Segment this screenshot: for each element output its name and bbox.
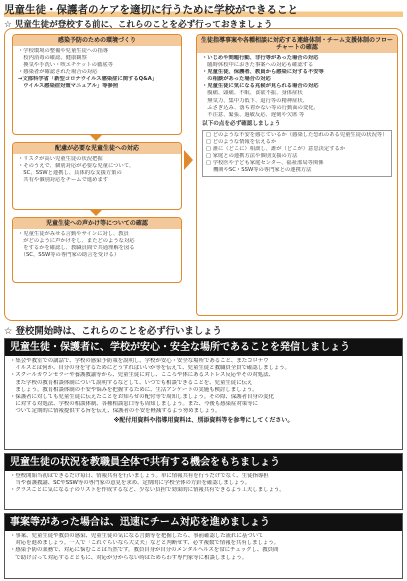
page-title: 児童生徒・保護者のケアを適切に行うために学校ができること (4, 2, 403, 18)
check-item: □ どのような情報を伝えるか (206, 139, 277, 146)
check-sub-heading: 以下の点を必ず確認しましょう (202, 120, 281, 127)
flow-item: ・児童生徒に気になる兆候が見られる場合の対応 (202, 83, 319, 90)
infection-item: 換気や手洗い・咳エチケットの徹底等 (18, 62, 113, 69)
voice-check-header: 児童生徒への声かけ等についての確認 (13, 218, 181, 229)
block2-item: 当や養護教諭、SCやSSW等の専門家の意見を求め、定期的に学校全体の方針を確認しましょう。 (10, 480, 251, 487)
special-care-box (12, 142, 182, 210)
care-item: SC、SSWと連携し、具体的な支援方策の (18, 170, 122, 177)
safety-message-header: 児童生徒・保護者に、学校が安心・安全な場所であることを発信しましょう (5, 339, 402, 356)
safety-message-block (4, 338, 403, 450)
flow-item: ・いじめや問題行動、非行等があった場合の対応 (202, 55, 319, 61)
team-response-block (4, 513, 403, 579)
block3-item: ・感染予防の業務で、対応に悩むことは当然です。教員自身が自分のメンタルヘルスを常にチェックし、教員間 (10, 547, 279, 554)
check-item: 機関やSC・SSW等の専門家との連携方法 (206, 167, 312, 174)
flow-item: ふさぎ込み、落ち着かない等の行動面の変化、 (202, 104, 319, 111)
block1-item: ・スクールカウンセラーや養護教諭等から、児童生徒に対し、こころや体にあるストレス反応やその対処法、 (10, 372, 274, 379)
block2-item: ・クラスごとに気になる子のリストを作成するなど、少ない負担で効果的に情報共有できるよう工夫しましょう。 (10, 487, 285, 494)
infection-prevention-header: 感染予防のための環境づくり (13, 35, 181, 46)
infection-prevention-box (12, 34, 182, 135)
block2-item: ・登校開始当初はできるだけ毎日、情報共有を行いましょう。単に情報共有を行うだけでなく、生徒指導担 (10, 473, 269, 479)
down-arrow-icon (89, 209, 103, 216)
special-care-header: 配慮が必要な児童生徒への対応 (13, 143, 181, 154)
voice-item: がどのように声かけをし、またどのような対応 (18, 238, 135, 245)
flow-item: 臨時休校中におきた事案への対応も確認する (202, 62, 314, 69)
flow-item: の相談があった場合の対応 (202, 76, 271, 83)
infection-item: ・感染者が確認された場合の対応 (18, 69, 98, 76)
infection-item: 校内消毒の確認、健康観察 (18, 55, 87, 62)
check-item: □ 学校医や子ども家庭センター、福祉部局等関係 (206, 160, 324, 167)
voice-item: ・児童生徒がみせる言動やサインに対し、教員 (18, 231, 129, 237)
block1-item: ・集会や教室での講話で、学校の感染予防策を説明し、学校が安心・安全な場所であること、またコロナウ (10, 358, 269, 364)
check-item: □ どのような不安を感じているか（感染した恐れのある児童生徒の状況等） (206, 131, 388, 138)
check-item: □ 誰に（どこに）相談し、誰が（どこが）意思決定するか (206, 146, 346, 153)
flow-item: ・児童生徒、保護者、教員から感染に対する不安等 (202, 69, 324, 76)
block1-item: イルスとは何か、自分の身を守るためにどうすればいいか等を伝えて、児童生徒と教職員全員で確認しましょう。 (10, 365, 291, 372)
team-response-header: 事案等があった場合は、迅速にチーム対応を進めましょう (5, 514, 402, 531)
infection-item: →文部科学省「新型コロナウイルス感染症に関するQ&A」 (18, 76, 158, 83)
block1-item: また学校の教育相談体制について説明するなどして、いつでも相談できることを、児童生徒に伝え (10, 379, 253, 386)
right-arrow-icon (184, 150, 193, 170)
voice-item: （SC、SSW等の専門家の助言を受ける） (18, 252, 120, 259)
section2-heading: ☆ 登校開始時は、これらのことを必ず行いましょう (4, 326, 222, 337)
block1-item: ましょう。教育相談体制の不安や悩みを把握するために、生活アンケートの実施も検討しましょう。 (10, 386, 258, 393)
check-item: □ 家庭との連携方法や個別支援の方法 (206, 153, 298, 160)
section1-heading: ☆ 児童生徒が登校する前に、これらのことを必ず行っておきましょう (4, 20, 273, 30)
info-sharing-header: 児童生徒の状況を教職員全体で共有する機会をもちましょう (5, 454, 402, 471)
block1-item: ・保護者に対しても児童生徒に伝えたことをお知らせの配付等で周知しましょう。その際、保護者自身の変化 (10, 394, 274, 401)
block3-item: ・事案、児童生徒や教員の感染、児童生徒の気になる言動等を把握したら、事前確認した流れに基づいて (10, 533, 264, 539)
reference-note: ※配付用資料や指導用資料は、別添資料等を参考にしてください。 (113, 416, 294, 424)
flowchart-header: 生徒指導事案や各種相談に対応する連絡体制・チーム支援体制のフローチャートの確認 (197, 35, 397, 53)
block1-item: に対する対処法、学校の相談体制、各種相談窓口等も周知しましょう。また、今後も感染症対策等に (10, 401, 258, 408)
block3-item: 対応を進めましょう。一人で「これぐらいなら大丈夫」などと判断せず、必ず複数で情報を共有しましょう。 (10, 540, 280, 547)
down-arrow-icon (89, 134, 103, 141)
infection-item: ウイルス感染症対策マニュアル」等参照 (18, 83, 119, 90)
info-sharing-block (4, 453, 403, 510)
care-item: ・そのうえで、個別対応が必要な児童について、 (18, 163, 135, 170)
voice-check-box (12, 217, 182, 283)
infection-item: ・学校環境の整備や児童生徒への指導 (18, 48, 109, 54)
care-item: 共有や個別対応をチームで進めます (18, 177, 109, 184)
checklist-box (202, 130, 392, 177)
care-item: ・リスクが高い児童生徒の状況把握 (18, 156, 103, 162)
voice-item: をするかを確認し、教職員間で共通理解を図る (18, 245, 135, 252)
block3-item: で助け合って対応するとともに、対応が分からない時はためらわず専門家等に相談しましょう。 (10, 554, 248, 561)
flow-item: 腹痛、頭痛、不眠、食欲不振、身体症状 (202, 90, 303, 97)
flow-item: 無気力、集中力低下、退行等の精神症状、 (202, 97, 308, 104)
flowchart-box (196, 34, 398, 316)
block1-item: ついて定期的に情報提供する旨を伝え、保護者の不安を軽減するよう努めましょう。 (10, 408, 221, 415)
flow-item: 不注意、緊張、過敏反応、遅刻や欠席 等 (202, 111, 305, 118)
